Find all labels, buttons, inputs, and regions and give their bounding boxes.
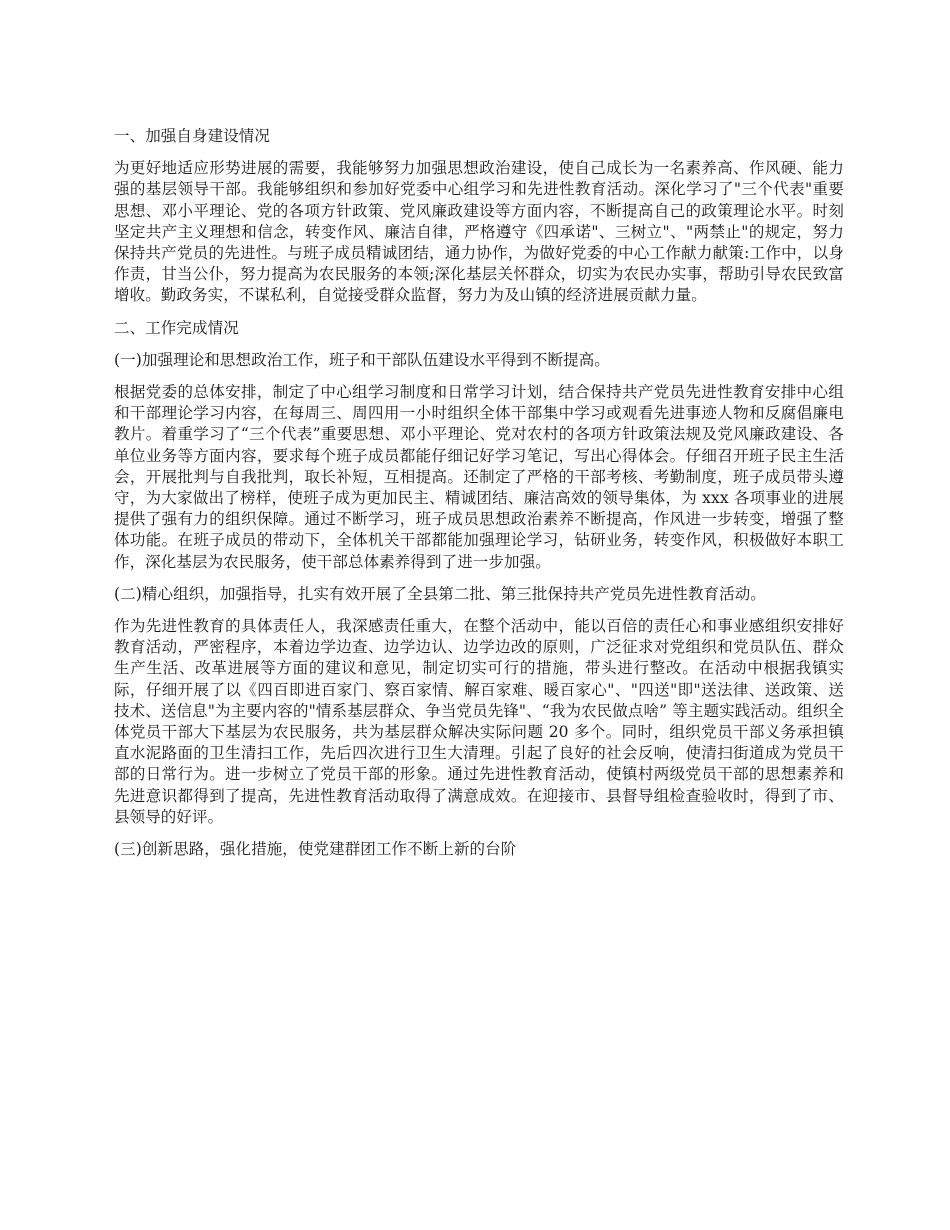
subheading-theory-work: (一)加强理论和思想政治工作，班子和干部队伍建设水平得到不断提高。 [114,350,610,369]
paragraph-advanced-education: 作为先进性教育的具体责任人，我深感责任重大，在整个活动中，能以百倍的责任心和事业感组织安排好教育活动，严密程序，本着边学边查、边学边认、边学边改的原则，广泛征求对党组织和党员队伍、群众生产生活、改革进展等方面的建议和意见，制定切实可行的措施，带头进行整改。在活动中根据我镇实际，仔细开展了以《四百即进百家门、察百家情、解百家难、暖百家心"、"四送"即"送法律、送政策、送技术、送信息"为主要内容的"情系基层群众、争当党员先锋"、“我为农民做点啥” 等主题实践活动。组织全体党员干部大下基层为农民服务，共为基层群众解决实际问题 20 多个。同时，组织党员干部义务承担镇直水泥路面的卫生清扫工作，先后四次进行卫生大清理。引起了良好的社会反响，使清扫街道成为党员干部的日常行为。进一步树立了党员干部的形象。通过先进性教育活动，使镇村两级党员干部的思想素养和先进意识都得到了提高，先进性教育活动取得了满意成效。在迎接市、县督导组检查验收时，得到了市、县领导的好评。 [114,617,844,826]
section-heading-work-completion: 二、工作完成情况 [114,318,239,337]
subheading-advanced-education: (二)精心组织，加强指导，扎实有效开展了全县第二批、第三批保持共产党员先进性教育活动。 [114,584,766,603]
section-heading-self-building: 一、加强自身建设情况 [114,127,271,145]
paragraph-theory-work: 根据党委的总体安排，制定了中心组学习制度和日常学习计划，结合保持共产党员先进性教育安排中心组和干部理论学习内容，在每周三、周四用一小时组织全体干部集中学习或观看先进事迹人物和反腐倡廉电教片。着重学习了“三个代表”重要思想、邓小平理论、党对农村的各项方针政策法规及党风廉政建设、各单位业务等方面内容，要求每个班子成员都能仔细记好学习笔记，写出心得体会。仔细召开班子民主生活会，开展批判与自我批判，取长补短，互相提高。还制定了严格的干部考核、考勤制度，班子成员带头遵守，为大家做出了榜样，使班子成为更加民主、精诚团结、廉洁高效的领导集体，为 xxx 各项事业的进展提供了强有力的组织保障。通过不断学习，班子成员思想政治素养不断提高，作风进一步转变，增强了整体功能。在班子成员的带动下，全体机关干部都能加强理论学习，钻研业务，转变作风，积极做好本职工作，深化基层为农民服务，使干部总体素养得到了进一步加强。 [114,383,844,571]
document-page [114,126,844,871]
paragraph-self-building: 为更好地适应形势进展的需要，我能够努力加强思想政治建设，使自己成长为一名素养高、作风硬、能力强的基层领导干部。我能够组织和参加好党委中心组学习和先进性教育活动。深化学习了"三个代表"重要思想、邓小平理论、党的各项方针政策、党风廉政建设等方面内容，不断提高自己的政策理论水平。时刻坚定共产主义理想和信念，转变作风、廉洁自律，严格遵守《四承诺"、三树立"、"两禁止"的规定，努力保持共产党员的先进性。与班子成员精诚团结，通力协作，为做好党委的中心工作献力献策:工作中，以身作责，甘当公仆，努力提高为农民服务的本领;深化基层关怀群众，切实为农民办实事，帮助引导农民致富增收。勤政务实，不谋私利，自觉接受群众监督，努力为及山镇的经济进展贡献力量。 [114,159,844,305]
subheading-party-building: (三)创新思路，强化措施，使党建群团工作不断上新的台阶 [114,840,517,859]
